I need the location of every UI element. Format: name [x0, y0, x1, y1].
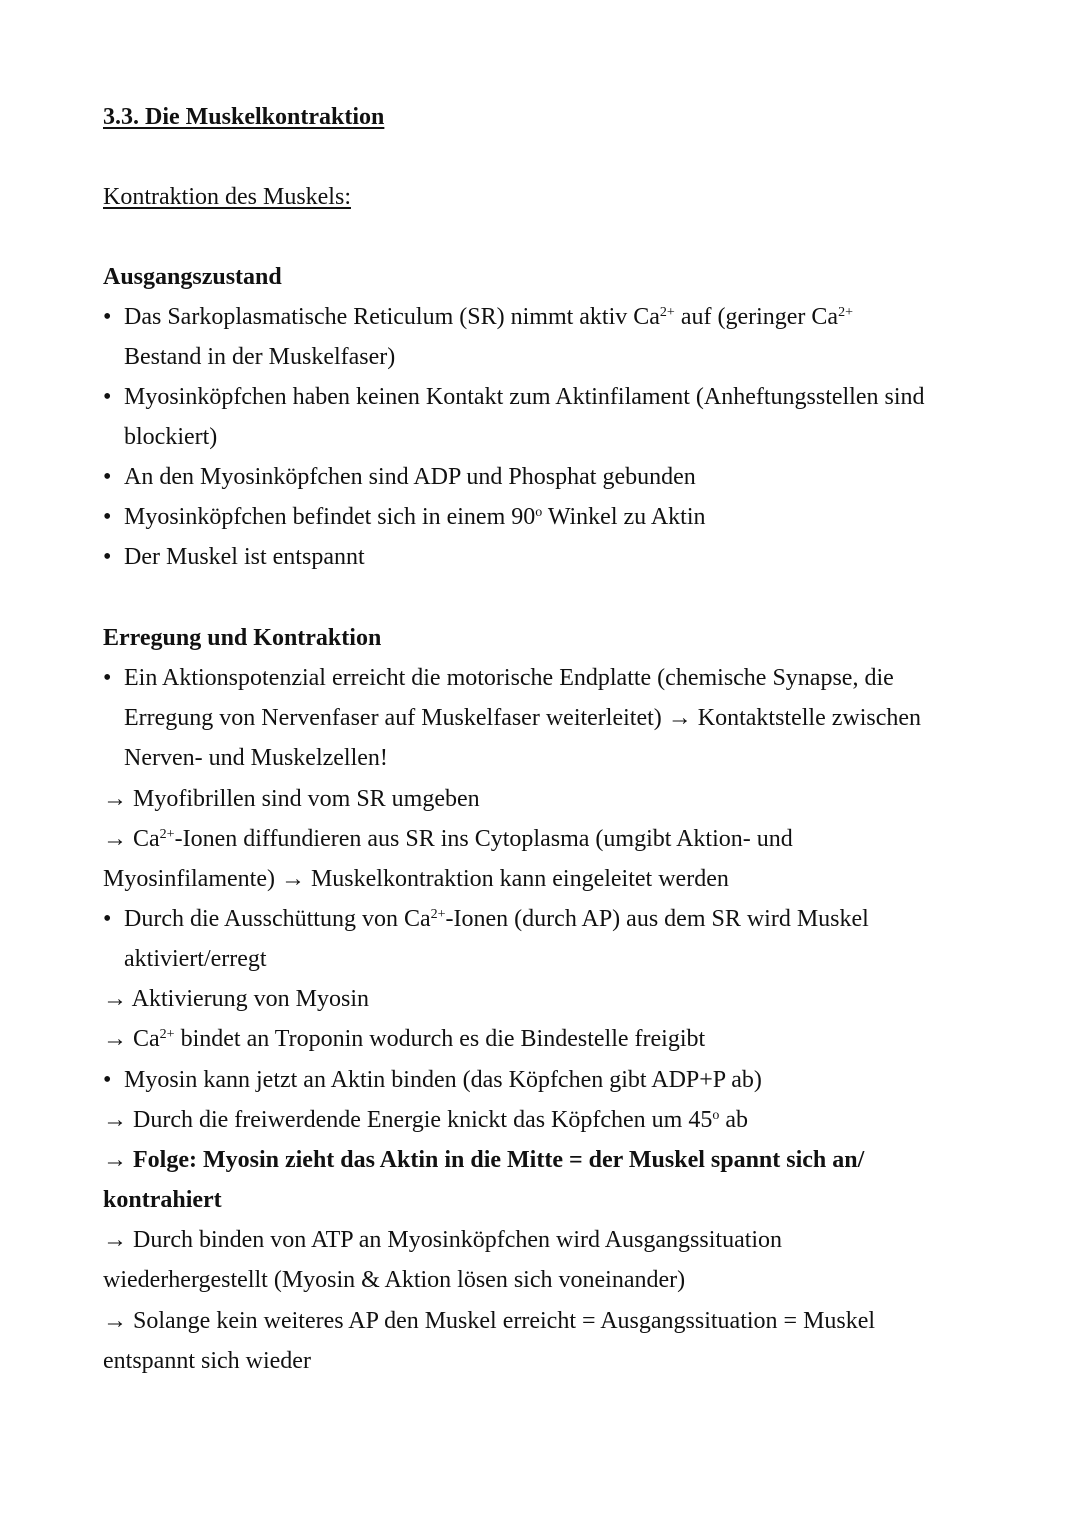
arrow-line-continued: wiederhergestellt (Myosin & Aktion lösen sich voneinander) [103, 1267, 686, 1293]
list-item-text-continued: blockiert) [124, 424, 218, 450]
arrow-line: → $Ca^{2+}$-Ionen diffundieren aus SR ins Cytoplasma (umgibt Aktion- und [103, 826, 793, 852]
list-item-text-continued: Nerven- und Muskelzellen! [124, 745, 388, 771]
bullet-icon: • [103, 504, 112, 530]
list-item-text: Ein Aktionspotenzial erreicht die motorische Endplatte (chemische Synapse, die [124, 665, 894, 691]
heading-ausgangszustand: Ausgangszustand [103, 264, 282, 290]
list-item-text: Myosin kann jetzt an Aktin binden (das Köpfchen gibt ADP+P ab) [124, 1067, 762, 1093]
bullet-icon: • [103, 384, 112, 410]
bullet-icon: • [103, 464, 112, 490]
conclusion-line: → Folge: Myosin zieht das Aktin in die Mitte = der Muskel spannt sich an/ [103, 1147, 865, 1173]
list-item-text: Durch die Ausschüttung von $Ca^{2+}$-Ionen (durch AP) aus dem SR wird Muskel [124, 906, 869, 932]
arrow-line: → Myofibrillen sind vom SR umgeben [103, 786, 480, 812]
arrow-line: → $Ca^{2+}$ bindet an Troponin wodurch es die Bindestelle freigibt [103, 1026, 706, 1052]
bullet-icon: • [103, 544, 112, 570]
list-item-text-continued: Bestand in der Muskelfaser) [124, 344, 396, 370]
heading-erregung-kontraktion: Erregung und Kontraktion [103, 625, 382, 651]
arrow-line-continued: Myosinfilamente) → Muskelkontraktion kann eingeleitet werden [103, 866, 729, 892]
list-item-text-continued: Erregung von Nervenfaser auf Muskelfaser weiterleitet) → Kontaktstelle zwischen [124, 705, 922, 731]
bullet-icon: • [103, 665, 112, 691]
subsection-title: Kontraktion des Muskels: [103, 184, 351, 210]
arrow-line: → Aktivierung von Myosin [103, 986, 370, 1012]
arrow-line-continued: entspannt sich wieder [103, 1348, 311, 1374]
arrow-line: → Durch binden von ATP an Myosinköpfchen wird Ausgangssituation [103, 1227, 783, 1253]
arrow-line: → Durch die freiwerdende Energie knickt das Köpfchen um 45$^o$ ab [103, 1107, 749, 1133]
conclusion-line-continued: kontrahiert [103, 1187, 222, 1213]
bullet-icon: • [103, 304, 112, 330]
list-item-text: Das Sarkoplasmatische Reticulum (SR) nimmt aktiv $Ca^{2+}$ auf (geringer $Ca^{2+}$ [124, 304, 853, 330]
arrow-line: → Solange kein weiteres AP den Muskel erreicht = Ausgangssituation = Muskel [103, 1308, 876, 1334]
bullet-icon: • [103, 1067, 112, 1093]
list-item-text: Der Muskel ist entspannt [124, 544, 365, 570]
list-item-text-continued: aktiviert/erregt [124, 946, 267, 972]
section-title: 3.3. Die Muskelkontraktion [103, 104, 385, 130]
list-item-text: Myosinköpfchen haben keinen Kontakt zum Aktinfilament (Anheftungsstellen sind [124, 384, 925, 410]
bullet-icon: • [103, 906, 112, 932]
list-item-text: Myosinköpfchen befindet sich in einem 90$^o$ Winkel zu Aktin [124, 504, 706, 530]
list-item-text: An den Myosinköpfchen sind ADP und Phosphat gebunden [124, 464, 696, 490]
